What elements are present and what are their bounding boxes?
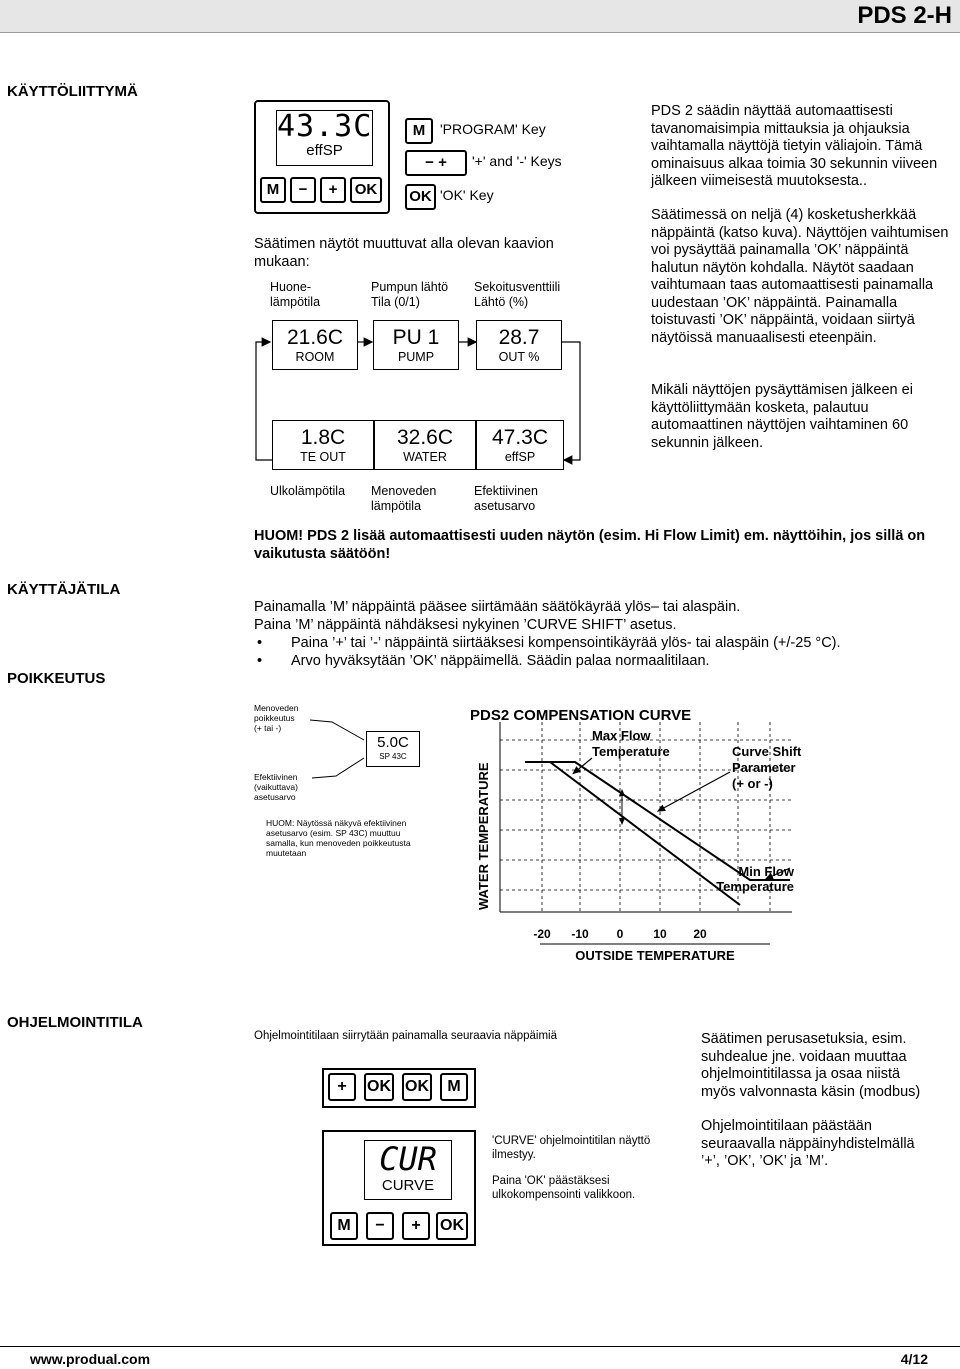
label-pump: Pumpun lähtö Tila (0/1) (371, 280, 449, 309)
display-box-water (374, 420, 476, 470)
section-kayttajatila: KÄYTTÄJÄTILA (7, 581, 121, 598)
curve-ylabel: WATER TEMPERATURE (476, 762, 491, 910)
program-intro: Ohjelmointitilaan siirrytään painamalla seuraavia näppäimiä (254, 1030, 557, 1042)
program-lcd-value: CUR (379, 1140, 437, 1178)
legend-plusminus-label: '+' and '-' Keys (472, 153, 562, 169)
tick-label: 0 (616, 927, 624, 941)
huom-note: HUOM! PDS 2 lisää automaattisesti uuden näytön (esim. Hi Flow Limit) em. näyttöihin, jos sillä on vaikutusta säätöön! (254, 528, 926, 562)
display-box-room (272, 320, 358, 370)
section-kayttoliittyma: KÄYTTÖLIITTYMÄ (7, 83, 138, 100)
compensation-curve-figure (470, 700, 810, 970)
keys-paragraph: Säätimessä on neljä (4) kosketusherkkää näppäintä (katso kuva). Näyttöjen vaihtumisen voi pysäyttää painamalla ’OK’ näppäintä halutun näytön kohdalla. Näytöt saadaan vaihtumaan taas automaattisesti painamalla uudestaan ’OK’ näppäintä. Painamalla toistuvasti ’OK’ näppäintä, voidaan siirtyä näytöissä manuaalisesti eteenpäin. (651, 207, 949, 346)
user-mode-steps (254, 635, 954, 670)
label-room: Huone- lämpötila (270, 280, 321, 309)
display-box-effsp (476, 420, 564, 470)
program-key-m[interactable]: M (330, 1212, 358, 1240)
lcd-value: 43.3C (277, 109, 373, 144)
max-flow-line2: Temperature (592, 744, 670, 759)
user-mode-step: • Paina ’+’ tai ’-’ näppäintä siirtääksesi kompensointikäyrää ylös- tai alaspäin (+/-25 °C). (254, 635, 954, 653)
user-mode-line1: Painamalla ’M’ näppäintä pääsee siirtämään säätökäyrää ylös– tai alaspäin. (254, 599, 741, 615)
program-lcd-sub: CURVE (381, 1177, 435, 1194)
effsp-sub: effSP (504, 450, 536, 464)
curve-xlabel: OUTSIDE TEMPERATURE (575, 948, 735, 963)
display-box-teout (272, 420, 374, 470)
effsp-value: 47.3C (491, 426, 549, 449)
program-key-ok[interactable]: OK (436, 1212, 468, 1240)
lcd-sub: effSP (306, 142, 343, 159)
page-header (0, 0, 960, 33)
label-effective-sp: Efektiivinen asetusarvo (474, 484, 538, 513)
offset-label: Menoveden poikkeutus (+ tai -) (254, 703, 299, 733)
pump-value: PU 1 (392, 326, 440, 349)
label-valve: Sekoitusventtiili Lähtö (%) (474, 280, 561, 309)
seq-key-m[interactable]: M (440, 1073, 468, 1101)
controller-lcd (276, 110, 373, 166)
cycle-intro: Säätimen näytöt muuttuvat alla olevan kaavion mukaan: (254, 236, 554, 270)
room-sub: ROOM (295, 350, 335, 364)
program-controller (322, 1130, 476, 1246)
water-sub: WATER (403, 450, 447, 464)
seq-key-plus[interactable]: + (328, 1073, 356, 1101)
program-note-curve: 'CURVE' ohjelmointitilan näyttö ilmestyy. (492, 1135, 651, 1161)
seq-key-ok-2[interactable]: OK (402, 1073, 432, 1101)
shift-line1: Curve Shift (732, 744, 802, 759)
user-mode-line2: Paina ’M’ näppäintä nähdäksesi nykyinen ’CURVE SHIFT’ asetus. (254, 617, 677, 633)
seq-key-ok-1[interactable]: OK (364, 1073, 394, 1101)
legend-key-m: M (405, 118, 433, 144)
water-value: 32.6C (396, 426, 454, 449)
program-lcd (364, 1140, 452, 1200)
legend-ok-label: 'OK' Key (440, 187, 494, 203)
program-key-minus[interactable]: − (366, 1212, 394, 1240)
offset-note: HUOM: Näytössä näkyvä efektiivinen asetusarvo (esim. SP 43C) muuttuu samalla, kun menoveden poikkeutusta muutetaan (266, 818, 411, 858)
key-ok[interactable]: OK (350, 177, 382, 203)
room-value: 21.6C (286, 326, 344, 349)
teout-value: 1.8C (300, 426, 346, 449)
key-plus[interactable]: + (320, 177, 346, 203)
section-poikkeutus: POIKKEUTUS (7, 670, 106, 687)
program-right-text-1: Säätimen perusasetuksia, esim. suhdealue jne. voidaan muuttaa ohjelmointitilassa ja osaa niistä myös valvonnasta käsin (modbus) (701, 1031, 921, 1100)
key-minus[interactable]: − (290, 177, 316, 203)
footer-url: www.produal.com (30, 1351, 151, 1367)
tick-label: -20 (533, 927, 551, 941)
display-box-out (476, 320, 562, 370)
out-value: 28.7 (498, 326, 540, 349)
tick-label: 20 (693, 927, 707, 941)
footer-page-number: 4/12 (900, 1351, 928, 1367)
program-right-text-2: Ohjelmointitilaan päästään seuraavalla näppäinyhdistelmällä ’+’, ’OK’, ’OK’ ja ’M’. (701, 1118, 915, 1169)
min-flow-line1: Min Flow (738, 864, 794, 879)
timeout-paragraph: Mikäli näyttöjen pysäyttämisen jälkeen ei käyttöliittymään kosketa, palautuu automaattinen näyttöjen vaihtaminen 60 sekunnin jälkeen. (651, 382, 913, 451)
legend-program-label: 'PROGRAM' Key (440, 121, 546, 137)
curve-title: PDS2 COMPENSATION CURVE (470, 707, 692, 724)
offset-sp: SP 43C (379, 752, 407, 761)
program-note-ok: Paina 'OK' päästäksesi ulkokompensointi valikkoon. (492, 1175, 636, 1201)
effective-label: Efektiivinen (vaikuttava) asetusarvo (254, 772, 298, 802)
label-outdoor: Ulkolämpötila (270, 484, 346, 498)
intro-paragraph: PDS 2 säädin näyttää automaattisesti tavanomaisimpia mittauksia ja ohjauksia vaihtamalla näyttöjä tietyin väliajoin. Tämä ominaisuus alkaa toimia 30 sekunnin viiveen jälkeen viimeisestä muutoksesta.. (651, 103, 938, 189)
controller-device (254, 100, 390, 214)
tick-label: -10 (571, 927, 589, 941)
legend-key-ok: OK (405, 184, 436, 210)
legend-key-plusminus: − + (405, 150, 467, 176)
user-mode-step: • Arvo hyväksytään ’OK’ näppäimellä. Säädin palaa normaalitilaan. (254, 653, 954, 671)
key-m[interactable]: M (260, 177, 286, 203)
offset-value: 5.0C (377, 734, 409, 751)
curve-shift-pointer (660, 772, 730, 810)
footer-rule (0, 1346, 960, 1347)
out-sub: OUT % (498, 350, 540, 364)
teout-sub: TE OUT (300, 450, 346, 464)
label-flow-water: Menoveden lämpötila (371, 484, 437, 513)
display-box-pump (373, 320, 459, 370)
pump-sub: PUMP (397, 350, 435, 364)
tick-label: 10 (653, 927, 667, 941)
document-title: PDS 2-H (857, 2, 952, 29)
offset-display-box (366, 731, 420, 767)
shift-line3: (+ or -) (732, 776, 773, 791)
shift-line2: Parameter (732, 760, 796, 775)
max-flow-pointer (575, 758, 592, 772)
program-key-plus[interactable]: + (402, 1212, 430, 1240)
section-ohjelmointitila: OHJELMOINTITILA (7, 1014, 143, 1031)
min-flow-line2: Temperature (716, 879, 794, 894)
program-key-sequence (322, 1068, 476, 1108)
max-flow-line1: Max Flow (592, 728, 651, 743)
